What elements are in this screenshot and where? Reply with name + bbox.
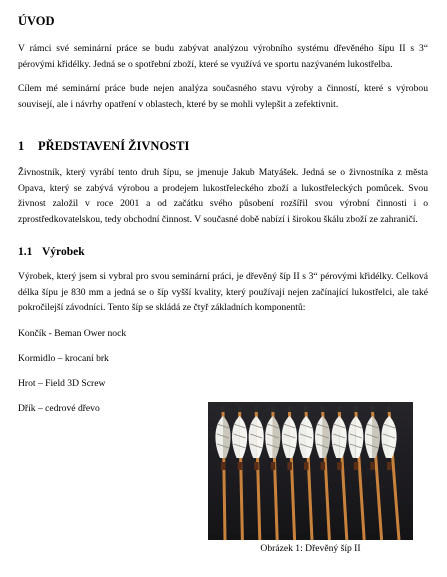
component-item: Končík - Beman Ower nock (18, 327, 127, 339)
arrow-crest (337, 462, 342, 470)
arrow-crest (238, 462, 243, 470)
arrow-crest (354, 462, 359, 470)
arrow-crest (304, 462, 309, 470)
arrow-nock (238, 406, 242, 412)
component-item: Dřík – cedrové dřevo (18, 402, 100, 414)
component-item: Hrot – Field 3D Screw (18, 377, 106, 389)
arrow-nock (337, 406, 341, 412)
arrow-crest (254, 462, 259, 470)
arrow-nock (321, 406, 325, 412)
arrow-crest (271, 462, 276, 470)
arrow-crest (287, 462, 292, 470)
arrow-nock (304, 406, 308, 412)
arrow-nock (370, 406, 374, 412)
intro-heading: ÚVOD (18, 14, 55, 28)
arrow-crest (321, 462, 326, 470)
figure-arrows (208, 402, 413, 555)
arrow-crest (221, 462, 226, 470)
arrow-crest (387, 462, 392, 470)
intro-paragraph-2: Cílem mé seminární práce bude nejen analýza současného stavu výroby a činností, které s výrobou souvisejí, ale i návrhy opatření v oblastech, které by se mohli vylepšit a zefektivnit. (18, 83, 428, 110)
arrow-crest (370, 462, 375, 470)
section-1-1-heading (18, 244, 428, 260)
figure-caption: Obrázek 1: Dřevěný šíp II (260, 543, 361, 554)
arrow-nock (221, 406, 225, 412)
component-item: Kormidlo – krocaní brk (18, 352, 109, 364)
section-1-heading (18, 137, 428, 155)
arrows-illustration (208, 402, 413, 540)
section-1-paragraph: Živnostník, který vyrábí tento druh šípu, se jmenuje Jakub Matyášek. Jedná se o živnostníka z města Opava, který se zabývá výrobou a prodejem lukostřeleckého zboží a lukostřeleckých pomůcek. Svou živnost založil v roce 2001 a od začátku svého působení rozšířil svou výrobní činnosti i o zprostředkovatelskou, tedy obchodní činnost. V současné době nabízí i širokou škálu zboží ze zahraničí. (18, 167, 428, 225)
arrow-nock (287, 406, 291, 412)
section-1-1-paragraph: Výrobek, který jsem si vybral pro svou seminární práci, je dřevěný šíp II s 3“ pérovými křidélky. Celková délka šípu je 830 mm a jedná se o šíp vyšší kvality, který používají nejen začínající lukostřelci, ale také pokročilejší závodníci. Tento šíp se skládá ze čtyř základních komponentů: (18, 271, 428, 313)
document-page (18, 10, 428, 416)
arrow-nock (354, 406, 358, 412)
section-1-1-number: 1.1 (18, 246, 33, 258)
section-1-number: 1 (18, 139, 25, 153)
section-1-1-title: Výrobek (42, 246, 85, 258)
section-1-title: PŘEDSTAVENÍ ŽIVNOSTI (38, 139, 190, 153)
arrows-photo (208, 402, 413, 540)
arrow-nock (387, 406, 391, 412)
intro-paragraph-1: V rámci své seminární práce se budu zabývat analýzou výrobního systému dřevěného šípu II s 3“ pérovými křidélky. Jedná se o spotřební zboží, které se využívá ve sportu nazývaném lukostřelba. (18, 43, 428, 70)
arrow-nock (271, 406, 275, 412)
arrow-nock (254, 406, 258, 412)
